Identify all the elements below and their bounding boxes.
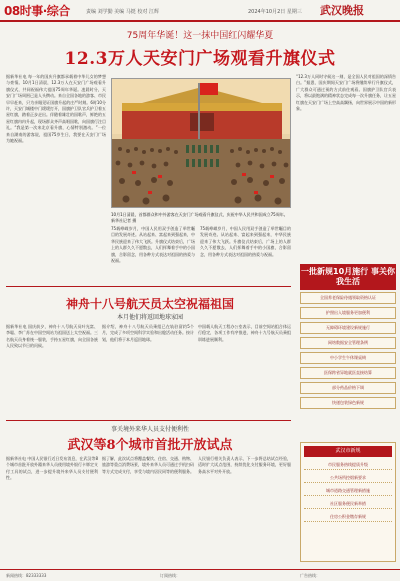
story1-column-right: “12.3万人同时守候这一刻，是全国人民对祖国的深情告白。”据悉，国庆期间天安门广场将继续举行升旗仪式，广大群众可通过预约方式前往观看。国旗护卫队官兵表示，将以最饱满的精神状态完成每一次升旗任务，让五星红旗在天安门广场上空高高飘扬，向世界展示中国的新形象。 (296, 74, 396, 112)
sidebar-box-item: 社区服务便民新举措 (304, 499, 392, 509)
page-header (0, 0, 400, 22)
story3-column-right: 人民银行相关负责人表示，下一步将总结试点经验，适时扩大试点范围，持续优化支付服务环境，更好服务高水平对外开放。 (198, 456, 291, 474)
story2-column-right: 中国载人航天工程办公室表示，目前空间站组合体运行稳定，各项工作有序推进，神舟十九号航天员乘组训练进展顺利。 (198, 324, 291, 342)
footer-ad-hotline: 广告热线： (300, 573, 320, 578)
sidebar-item: 部分药品价格下调 (300, 382, 396, 394)
sidebar-box-item: 市民服务热线提质升级 (304, 460, 392, 470)
story2-column-left: 据新华社电 国庆前夕，神舟十八号航天员叶光富、李聪、李广苏在中国空间站为祖国送上太空祝福。三名航天员身着统一服装，手持五星红旗，向全国各族人民致以节日的问候。 (6, 324, 98, 349)
sidebar-list (300, 292, 396, 412)
page-footer (0, 569, 400, 581)
footer-news-hotline: 新闻热线：82333333 (6, 573, 47, 578)
photo-caption: 10月1日清晨，首都群众和中外游客在天安门广场观看升旗仪式，庆祝中华人民共和国成立75周年。新华社记者 摄 (111, 212, 288, 223)
story3-column-mid: 据了解，此次试点将覆盖餐饮、住宿、交通、购物、旅游等重点消费场景，境外来华人员可通过手机扫码等方式完成支付，享受与境内居民同等的便利服务。 (102, 456, 194, 474)
issue-date: 2024年10月2日 星期三 (248, 9, 302, 15)
sidebar-item: 护照出入境服务更加便利 (300, 307, 396, 319)
story1-column-left: 据新华社电 每一年的国庆升旗都承载着中华儿女的梦想与豪情。10月1日清晨，12.3万人在天安门广场观看升旗仪式，共同祝福伟大祖国75周年华诞。凌晨时分，天安门广场周围已是人头攒动。来自全国各地的游客、市民早早赶来，只为亲眼见证国旗升起的庄严时刻。6时10分许，天安门城楼中门缓缓打开，国旗护卫队官兵护卫着五星红旗，踏着正步走出。伴随着雄壮的国歌声，鲜艳的五星红旗冉冉升起，现场群众齐声高唱国歌，向国旗行注目礼。“我是第一次来北京看升旗，心情特别激动。”一位来自湖南的游客说，祖国75岁生日，我要在天安门广场为她祝福。 (6, 74, 106, 144)
editor-credits: 责编 刘学勤 美编 马挺 校对 江辉 (86, 9, 159, 15)
tiananmen-flag-raising-photo (111, 78, 291, 208)
story2-subheadline: 本月他们将返回地球家园 (116, 314, 183, 321)
section-divider (6, 420, 291, 421)
section-divider (6, 286, 291, 287)
story1-headline: 12.3万人天安门广场观看升旗仪式 (64, 49, 336, 69)
sidebar-item: 全国养老保险待遇领取资格认证 (300, 292, 396, 304)
sidebar-box-item: 住房公积金缴存新规 (304, 512, 392, 522)
story3-kicker: 事关境外来华人员支付便利性 (110, 426, 189, 433)
story1-column-mid2: 75载峥嵘岁月，中国人民用双手创造了举世瞩目的发展奇迹。从站起来、富起来到强起来，中华民族迎来了伟大飞跃。升旗仪式结束后，广场上的人群久久不愿散去，人们挥舞着手中的小国旗，合影留念，用各种方式表达对祖国的热爱与祝福。 (200, 226, 291, 257)
sidebar-box-title: 武汉市新规 (304, 446, 392, 457)
sidebar-box (300, 442, 396, 562)
story1-column-mid: 75载峥嵘岁月，中国人民用双手创造了举世瞩目的发展奇迹。从站起来、富起来到强起来，中华民族迎来了伟大飞跃。升旗仪式结束后，广场上的人群久久不愿散去，人们挥舞着手中的小国旗，合影留念，用各种方式表达对祖国的热爱与祝福。 (111, 226, 195, 264)
sidebar-box-item: 公共场所控烟新要求 (304, 473, 392, 483)
newspaper-logo: 武汉晚报 (320, 4, 364, 17)
sidebar-box-item: 城市道路交通管理新措施 (304, 486, 392, 496)
sidebar-item: 中小学生午休课桌椅 (300, 352, 396, 364)
story2-column-mid: 据介绍，神舟十八号航天员乘组已在轨驻留约5个月，完成了多项空间科学实验和出舱活动任务。按计划，他们将于本月返回地球。 (102, 324, 194, 342)
sidebar-item: 网络数据安全管理条例 (300, 337, 396, 349)
story3-headline: 武汉等8个城市首批开放试点 (67, 438, 233, 453)
sidebar-item: 无障碍环境建设新规施行 (300, 322, 396, 334)
story3-column-left: 据新华社电 中国人民银行近日发布消息，在武汉等8个城市首批开放外籍来华人员使用境外银行卡绑定支付工具的试点，进一步提升境外来华人员支付便利性。 (6, 456, 98, 481)
sidebar-title: 一批新规10月施行 事关你我生活 (300, 264, 396, 290)
section-title: 08时事·综合 (4, 4, 70, 18)
story1-kicker: 75周年华诞！这一抹中国红闪耀华夏 (126, 31, 274, 41)
sidebar-item: 快递包装绿色新规 (300, 397, 396, 409)
sidebar-item: 医保跨省异地就医直接结算 (300, 367, 396, 379)
footer-subscribe-hotline: 订阅热线： (160, 573, 180, 578)
story2-headline: 神舟十八号航天员太空祝福祖国 (65, 297, 234, 311)
